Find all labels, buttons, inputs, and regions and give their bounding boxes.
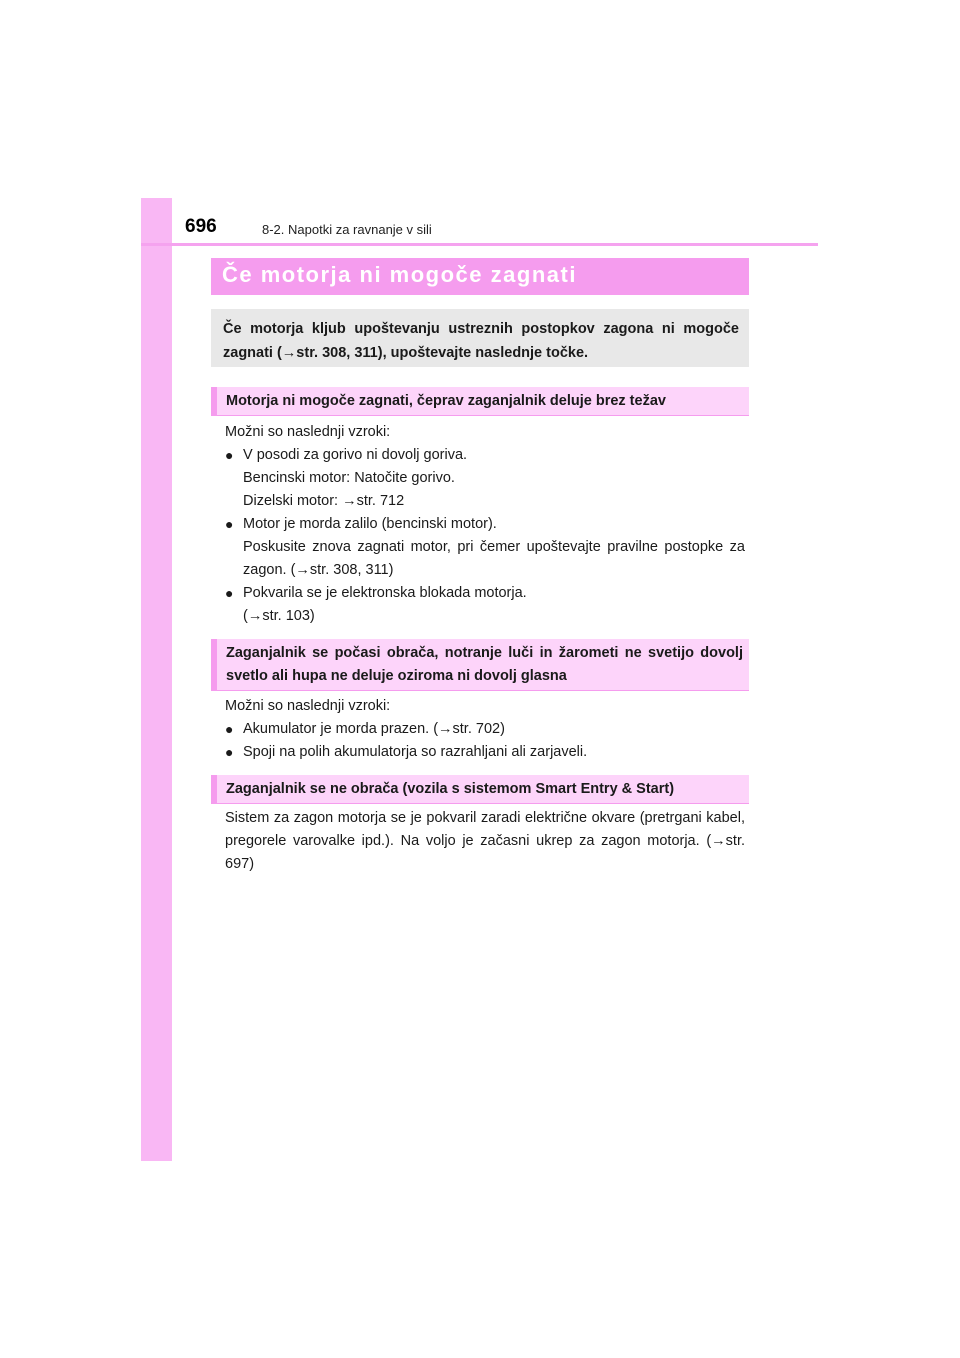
bullet-icon: ●	[225, 721, 234, 737]
bullet-text: V posodi za gorivo ni dovolj goriva.	[243, 447, 468, 463]
section1-body	[225, 421, 745, 628]
list-item	[225, 444, 745, 513]
section2-heading: Zaganjalnik se počasi obrača, notranje luči in žarometi ne svetijo dovolj svetlo ali hupa ne deluje oziroma ni dovolj glasna	[226, 645, 743, 684]
bullet-icon: ●	[225, 516, 234, 532]
bullet-text: Dizelski motor: →str. 712	[243, 493, 405, 509]
side-color-strip	[141, 198, 172, 1161]
section3-heading-box	[211, 775, 749, 804]
section3-text: Sistem za zagon motorja se je pokvaril zaradi električne okvare (pretrgani kabel, pregorele varovalke ipd.). Na voljo je začasni ukrep za zagon motorja. (→str. 697)	[225, 810, 745, 872]
page-number: 696	[185, 216, 217, 237]
list-item	[225, 513, 745, 582]
bullet-text: Akumulator je morda prazen. (→str. 702)	[243, 721, 505, 737]
page-title-banner	[211, 258, 749, 295]
list-item	[225, 582, 745, 628]
page-header	[185, 216, 815, 246]
header-divider	[141, 243, 818, 246]
bullet-icon: ●	[225, 585, 234, 601]
intro-text: Če motorja kljub upoštevanju ustreznih postopkov zagona ni mogoče zagnati (→str. 308, 311), upoštevajte naslednje točke.	[223, 321, 739, 361]
bullet-text: Bencinski motor: Natočite gorivo.	[243, 470, 455, 486]
page-title: Če motorja ni mogoče zagnati	[222, 262, 577, 287]
list-item	[225, 741, 745, 764]
bullet-text: Spoji na polih akumulatorja so razrahljani ali zarjaveli.	[243, 744, 588, 760]
bullet-icon: ●	[225, 744, 234, 760]
bullet-text: Pokvarila se je elektronska blokada motorja.	[243, 585, 527, 601]
section2-lead: Možni so naslednji vzroki:	[225, 698, 391, 714]
section1-heading-box	[211, 387, 749, 416]
section3-body	[225, 807, 745, 876]
section-reference: 8-2. Napotki za ravnanje v sili	[262, 222, 432, 237]
section1-lead: Možni so naslednji vzroki:	[225, 424, 391, 440]
section2-body	[225, 695, 745, 764]
section3-heading: Zaganjalnik se ne obrača (vozila s sistemom Smart Entry & Start)	[226, 781, 675, 797]
bullet-text: Poskusite znova zagnati motor, pri čemer upoštevajte pravilne postopke za zagon. (→str. 308, 311)	[243, 539, 745, 578]
list-item	[225, 718, 745, 741]
bullet-text: (→str. 103)	[243, 608, 315, 624]
section1-heading: Motorja ni mogoče zagnati, čeprav zaganjalnik deluje brez težav	[226, 393, 666, 409]
section2-heading-box	[211, 639, 749, 691]
intro-box	[211, 309, 749, 367]
bullet-icon: ●	[225, 447, 234, 463]
bullet-text: Motor je morda zalilo (bencinski motor).	[243, 516, 497, 532]
